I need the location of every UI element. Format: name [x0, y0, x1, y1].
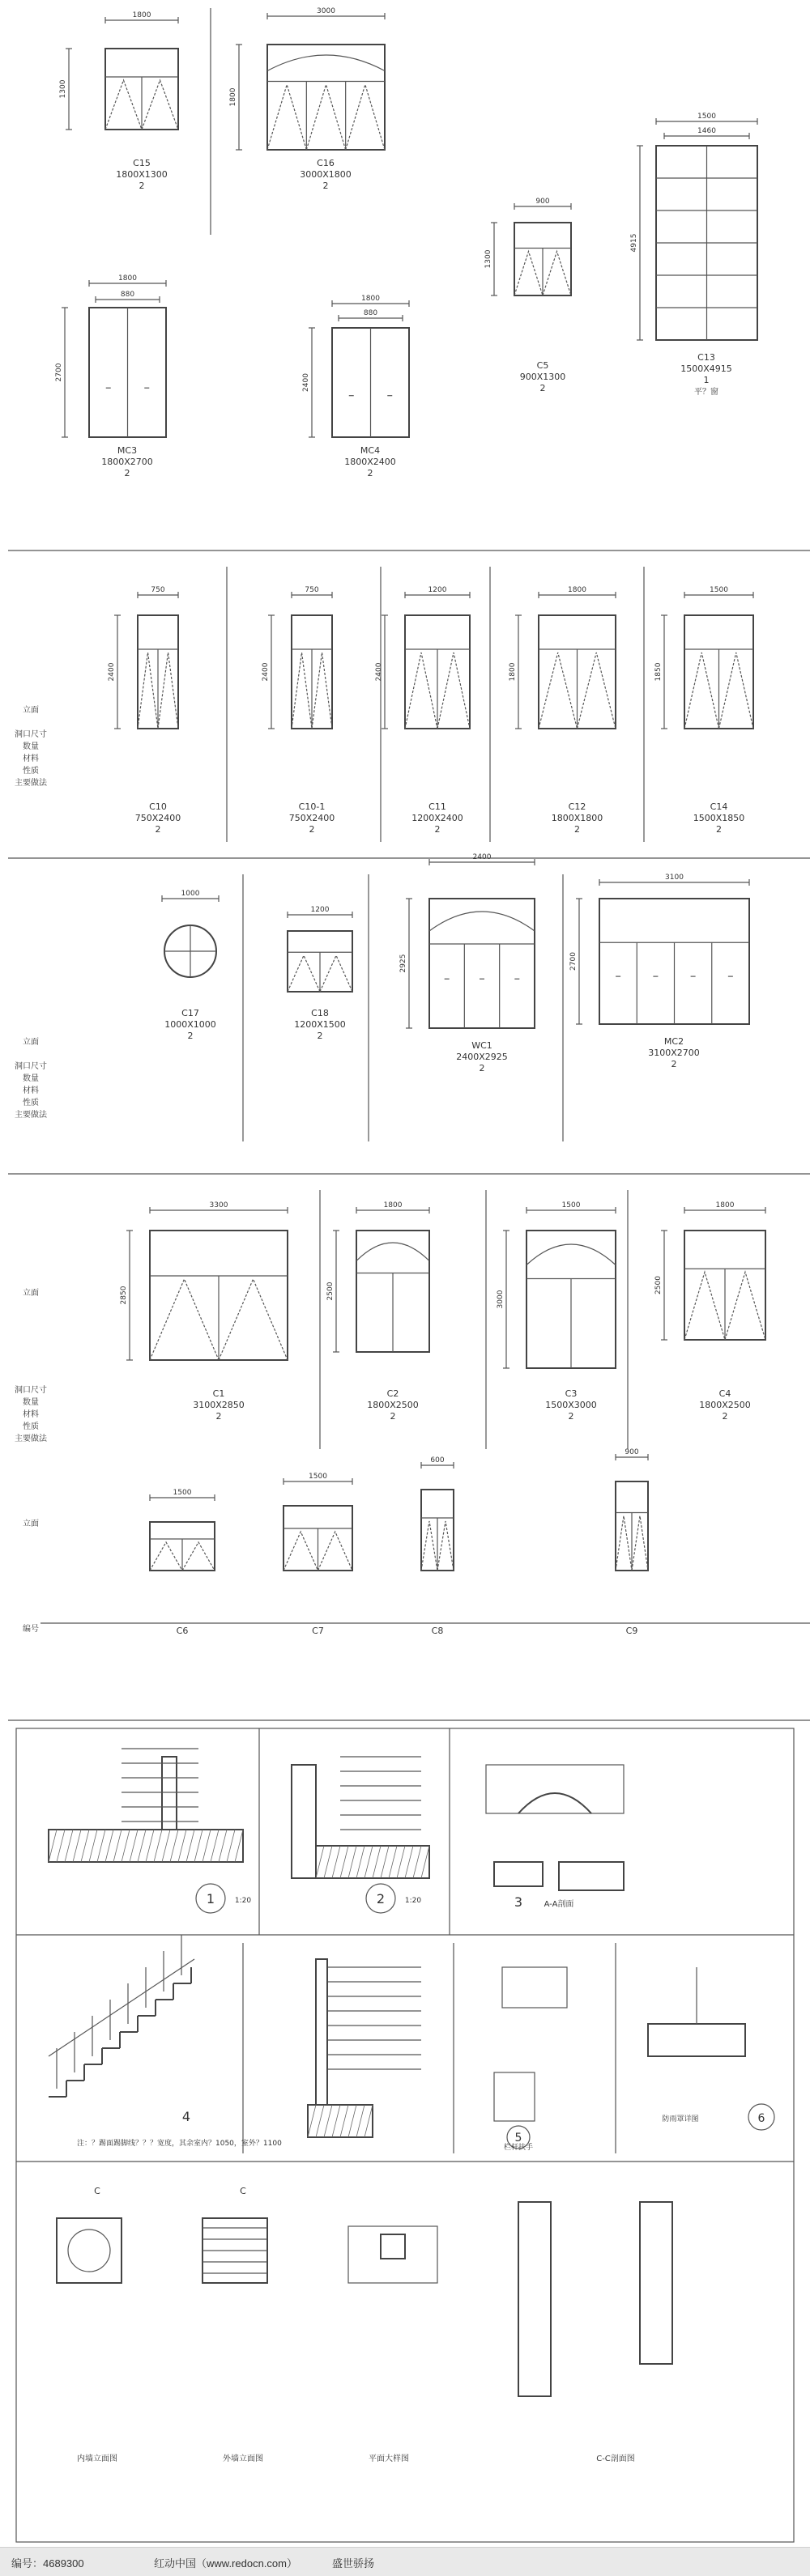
hatch-line: [178, 1830, 186, 1862]
row-header-label: 数量: [23, 1398, 39, 1407]
dimension-label: 2400: [472, 853, 492, 861]
hatch-line: [219, 1830, 227, 1862]
dimension-label: 1500: [561, 1201, 581, 1209]
dimension-label: 1800: [118, 274, 137, 283]
wall-section: [518, 2202, 551, 2396]
dimension-label: 1300: [484, 249, 492, 269]
opening-indicator: [719, 653, 754, 729]
window-size: 750X2400: [288, 813, 335, 823]
window-count: 2: [322, 181, 329, 191]
opening-indicator: [514, 252, 543, 296]
window-code: C10-1: [298, 801, 326, 812]
opening-indicator: [578, 653, 616, 729]
dimension-label: 1800: [229, 87, 237, 107]
row-header-label: 材料: [23, 1410, 39, 1419]
window-size: 2400X2925: [456, 1052, 508, 1062]
window-count: 2: [479, 1063, 485, 1073]
hatch-line: [340, 1846, 348, 1878]
plan-detail-inner: [381, 2234, 405, 2259]
window-count: 2: [155, 824, 161, 835]
row-header-label: 主要做法: [15, 779, 47, 788]
window-code: C16: [317, 158, 335, 168]
hatch-line: [389, 1846, 397, 1878]
dimension-label: 1000: [181, 890, 200, 898]
hatch-line: [235, 1830, 243, 1862]
detail-number: 6: [757, 2112, 765, 2125]
hatch-line: [405, 1846, 413, 1878]
dimension-label: 1800: [509, 662, 517, 682]
arch-line: [429, 912, 535, 931]
window-frame: [267, 45, 385, 150]
hatch-line: [146, 1830, 154, 1862]
window-code: C4: [718, 1388, 731, 1399]
row-header-label: 洞口尺寸: [15, 1062, 47, 1071]
hatch-line: [356, 1846, 364, 1878]
dimension-label: 1850: [654, 662, 663, 682]
window-count: 2: [568, 1411, 574, 1422]
dimension-label: 1800: [361, 295, 380, 303]
window-code: C10: [149, 801, 167, 812]
opening-indicator: [632, 1516, 648, 1571]
hatch-line: [105, 1830, 113, 1862]
hatch-line: [97, 1830, 105, 1862]
detail-note: 注：？踢面踢脚线？？？宽度，其余室内？1050，室外？1100: [77, 2140, 282, 2148]
window-count: 2: [434, 824, 441, 835]
window-code: C17: [181, 1008, 199, 1018]
opening-indicator: [219, 1279, 288, 1360]
dimension-label: 1200: [428, 586, 447, 594]
window-code: C14: [710, 801, 728, 812]
parapet-section: [162, 1757, 177, 1830]
row-header-label: 立面: [23, 1289, 39, 1298]
dimension-label: 1200: [310, 906, 330, 914]
hatch-line: [73, 1830, 81, 1862]
dimension-label: 900: [535, 198, 550, 206]
opening-indicator: [320, 955, 352, 992]
dimension-label: 3100: [665, 874, 684, 882]
drawing-caption: C-C剖面图: [596, 2455, 635, 2463]
window-code: C1: [212, 1388, 225, 1399]
window-count: 2: [367, 468, 373, 478]
window-count: 2: [187, 1031, 194, 1041]
footer-bar: [0, 2547, 810, 2576]
window-code: C15: [133, 158, 151, 168]
window-frame: [429, 899, 535, 1028]
dimension-label: 1800: [132, 11, 151, 19]
window-count: 2: [317, 1031, 323, 1041]
section-mark: C: [240, 2186, 246, 2196]
hatch-line: [154, 1830, 162, 1862]
window-count: 2: [390, 1411, 396, 1422]
opening-indicator: [437, 653, 470, 729]
hatch-line: [324, 1846, 332, 1878]
hatch-line: [332, 1846, 340, 1878]
window-count: 2: [309, 824, 315, 835]
opening-indicator: [267, 85, 306, 151]
dimension-label: 880: [363, 309, 378, 317]
dimension-label: 2400: [302, 373, 310, 392]
sill-section: [494, 1862, 543, 1886]
row-header-label: 主要做法: [15, 1111, 47, 1120]
drawing-caption: 平面大样图: [369, 2455, 409, 2463]
row-header-label: 性质: [23, 1422, 39, 1431]
dimension-label: 3300: [209, 1201, 228, 1209]
hatch-line: [348, 2105, 356, 2137]
canopy-section: [648, 2024, 745, 2056]
window-size: 3100X2850: [193, 1400, 245, 1410]
hatch-line: [308, 2105, 316, 2137]
detail-number: 4: [181, 2109, 191, 2124]
plan-section: [486, 1765, 624, 1813]
fan-circle: [68, 2230, 110, 2272]
window-count: 2: [124, 468, 130, 478]
detail-number: 5: [514, 2132, 522, 2145]
window-code: C11: [428, 801, 446, 812]
opening-indicator: [405, 653, 437, 729]
hatch-line: [138, 1830, 146, 1862]
window-count: 2: [574, 824, 580, 835]
hatch-line: [348, 1846, 356, 1878]
window-size: 1200X1500: [294, 1019, 346, 1030]
wall-section: [640, 2202, 672, 2364]
opening-indicator: [288, 955, 320, 992]
detail-scale: 1:20: [404, 1897, 422, 1905]
opening-indicator: [150, 1279, 219, 1360]
row-header-label: 洞口尺寸: [15, 730, 47, 739]
window-size: 1800X2500: [367, 1400, 419, 1410]
opening-indicator: [284, 1532, 318, 1571]
dimension-label: 2850: [120, 1286, 128, 1305]
window-size: 1800X1300: [116, 169, 168, 180]
dimension-label: 4915: [630, 233, 638, 253]
window-code: C2: [386, 1388, 399, 1399]
hatch-line: [397, 1846, 405, 1878]
dimension-label: 1800: [715, 1201, 735, 1209]
hatch-line: [81, 1830, 89, 1862]
window-count: 2: [716, 824, 722, 835]
row-header-label: 性质: [23, 767, 39, 776]
opening-indicator: [539, 653, 578, 729]
hatch-line: [162, 1830, 170, 1862]
window-code: C5: [536, 360, 549, 371]
window-count: 2: [539, 383, 546, 393]
window-size: 1500X1850: [693, 813, 745, 823]
dimension-label: 1800: [568, 586, 586, 594]
detail-border: [16, 1728, 794, 2542]
row-header-label: 立面: [23, 1520, 39, 1528]
window-count: 2: [671, 1059, 677, 1069]
window-size: 1500X4915: [680, 363, 732, 374]
drawing-caption: 内墙立面图: [77, 2455, 117, 2463]
dimension-label: 1300: [59, 79, 67, 99]
rail-post: [316, 1959, 327, 2105]
hatch-line: [57, 1830, 65, 1862]
window-size: 900X1300: [519, 372, 566, 382]
dimension-label: 750: [305, 586, 319, 594]
window-size: 1800X2500: [699, 1400, 751, 1410]
window-code: C7: [312, 1626, 324, 1636]
hatch-line: [413, 1846, 421, 1878]
footer-brand: 红动中国（www.redocn.com）: [154, 2557, 297, 2570]
window-size: 3000X1800: [300, 169, 352, 180]
hatch-line: [130, 1830, 138, 1862]
footer-author: 盛世骄扬: [332, 2557, 375, 2570]
arch-line: [267, 55, 385, 71]
row-header-label: 立面: [23, 1038, 39, 1047]
hatch-line: [122, 1830, 130, 1862]
dimension-label: 880: [120, 291, 135, 299]
detail-number: 2: [376, 1891, 386, 1906]
hatch-line: [381, 1846, 389, 1878]
detail-title: 防雨罩详图: [662, 2115, 699, 2123]
hatch-line: [332, 2105, 340, 2137]
opening-indicator: [312, 653, 332, 729]
window-size: 1800X2700: [101, 457, 153, 467]
opening-indicator: [684, 653, 719, 729]
row-header-label: 立面: [23, 706, 39, 715]
opening-indicator: [138, 653, 158, 729]
footer-id: 编号：4689300: [11, 2557, 84, 2570]
window-code: C3: [565, 1388, 578, 1399]
vent-frame: [57, 2218, 122, 2283]
window-size: 1800X2400: [344, 457, 396, 467]
floor-section: [316, 1846, 429, 1878]
detail-scale: 1:20: [234, 1897, 252, 1905]
detail-number: 3: [514, 1894, 523, 1910]
opening-indicator: [543, 252, 571, 296]
window-size: 1000X1000: [164, 1019, 216, 1030]
dimension-label: 1800: [383, 1201, 403, 1209]
window-code: C13: [697, 352, 715, 363]
hatch-line: [202, 1830, 211, 1862]
dimension-label: 3000: [497, 1290, 505, 1309]
hatch-line: [364, 2105, 373, 2137]
drawing-content: [8, 7, 810, 2542]
window-count: 2: [139, 181, 145, 191]
hatch-line: [316, 1846, 324, 1878]
window-code: C12: [568, 801, 586, 812]
opening-indicator: [105, 80, 142, 130]
window-code: C8: [431, 1626, 444, 1636]
dimension-label: 1500: [309, 1473, 327, 1481]
anchor-detail: [494, 2072, 535, 2121]
dimension-label: 2400: [262, 662, 270, 682]
wall-section: [292, 1765, 316, 1878]
arch-line: [526, 1244, 616, 1265]
opening-indicator: [292, 653, 312, 729]
opening-indicator: [684, 1272, 725, 1340]
hatch-line: [364, 1846, 373, 1878]
window-count: 2: [722, 1411, 728, 1422]
dimension-label: 600: [430, 1456, 445, 1464]
section-title: A-A剖面: [544, 1900, 574, 1909]
dimension-label: 1500: [173, 1489, 192, 1497]
hatch-line: [316, 2105, 324, 2137]
window-note: 平？窗: [694, 388, 718, 397]
row-header-label: 材料: [23, 755, 39, 763]
section-mark: C: [94, 2186, 100, 2196]
row-header-label: 洞口尺寸: [15, 1386, 47, 1395]
dimension-label: 2500: [326, 1282, 335, 1301]
opening-indicator: [318, 1532, 353, 1571]
window-code: MC3: [117, 445, 138, 456]
dimension-label: 2925: [399, 954, 407, 973]
row-header-label: 数量: [23, 742, 39, 751]
dimension-label: 900: [625, 1448, 639, 1456]
handrail-line: [49, 1959, 194, 2056]
hatch-line: [356, 2105, 364, 2137]
detail-title: 栏杆扶手: [503, 2144, 534, 2152]
drawing-caption: 外墙立面图: [223, 2455, 263, 2463]
dimension-label: 2700: [55, 363, 63, 382]
hatch-line: [324, 2105, 332, 2137]
window-size: 750X2400: [134, 813, 181, 823]
hatch-line: [340, 2105, 348, 2137]
opening-indicator: [725, 1272, 765, 1340]
opening-indicator: [142, 80, 178, 130]
rail-detail: [502, 1967, 567, 2008]
hatch-line: [170, 1830, 178, 1862]
row-header-label: 编号: [23, 1625, 39, 1634]
window-count: 2: [215, 1411, 222, 1422]
arch-plan: [518, 1793, 591, 1813]
hatch-line: [89, 1830, 97, 1862]
window-code: C18: [311, 1008, 329, 1018]
opening-indicator: [306, 85, 345, 151]
base-section: [308, 2105, 373, 2137]
hatch-line: [211, 1830, 219, 1862]
window-code: WC1: [471, 1040, 492, 1051]
opening-indicator: [182, 1542, 215, 1571]
window-code: C6: [176, 1626, 189, 1636]
arch-line: [356, 1243, 429, 1261]
opening-indicator: [150, 1542, 182, 1571]
row-header-label: 性质: [23, 1099, 39, 1107]
window-code: MC4: [360, 445, 381, 456]
dimension-label: 1500: [697, 113, 716, 121]
opening-indicator: [437, 1521, 454, 1571]
opening-indicator: [346, 85, 385, 151]
row-header-label: 材料: [23, 1086, 39, 1095]
hatch-line: [65, 1830, 73, 1862]
window-code: MC2: [663, 1036, 684, 1047]
window-size: 1800X1800: [551, 813, 603, 823]
window-size: 3100X2700: [648, 1048, 700, 1058]
dimension-label: 1460: [697, 127, 716, 135]
dimension-label: 2700: [569, 952, 578, 971]
window-count: 1: [703, 375, 710, 385]
slab-section: [49, 1830, 243, 1862]
hatch-line: [373, 1846, 381, 1878]
row-header-label: 主要做法: [15, 1435, 47, 1443]
hatch-line: [194, 1830, 202, 1862]
hatch-line: [49, 1830, 57, 1862]
window-size: 1500X3000: [545, 1400, 597, 1410]
dimension-label: 3000: [317, 7, 335, 15]
dimension-label: 2400: [375, 662, 383, 682]
dimension-label: 1500: [710, 586, 728, 594]
hatch-line: [421, 1846, 429, 1878]
sill-section: [559, 1862, 624, 1890]
dimension-label: 2500: [654, 1276, 663, 1294]
detail-number: 1: [206, 1891, 215, 1906]
hatch-line: [186, 1830, 194, 1862]
hatch-line: [227, 1830, 235, 1862]
opening-indicator: [421, 1521, 437, 1571]
window-size: 1200X2400: [411, 813, 463, 823]
row-header-label: 数量: [23, 1074, 39, 1083]
dimension-label: 750: [151, 586, 165, 594]
hatch-line: [113, 1830, 122, 1862]
opening-indicator: [158, 653, 178, 729]
dimension-label: 2400: [108, 662, 116, 682]
window-code: C9: [625, 1626, 638, 1636]
opening-indicator: [616, 1516, 632, 1571]
